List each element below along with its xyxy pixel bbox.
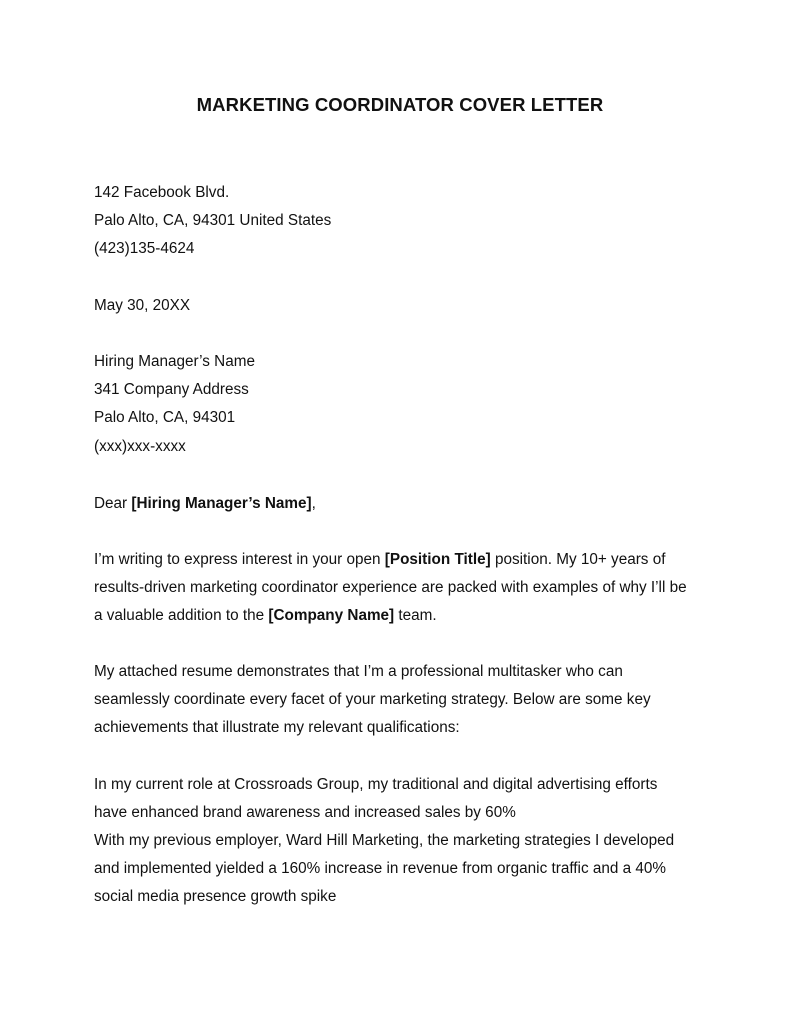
salutation-name: [Hiring Manager’s Name] bbox=[131, 495, 312, 512]
recipient-street: 341 Company Address bbox=[94, 381, 249, 398]
position-title-placeholder: [Position Title] bbox=[384, 551, 491, 568]
sender-phone: (423)135-4624 bbox=[94, 240, 195, 257]
paragraph1-text: a valuable addition to the bbox=[94, 607, 269, 624]
recipient-city-line: Palo Alto, CA, 94301 bbox=[94, 409, 236, 426]
paragraph2-line1: My attached resume demonstrates that I’m a professional multitasker who can bbox=[94, 663, 623, 680]
recipient-name: Hiring Manager’s Name bbox=[94, 353, 255, 370]
achievement2-line1: With my previous employer, Ward Hill Marketing, the marketing strategies I developed bbox=[94, 832, 675, 849]
salutation-prefix: Dear bbox=[94, 495, 132, 512]
paragraph2-line2: seamlessly coordinate every facet of your marketing strategy. Below are some key bbox=[94, 691, 651, 708]
document-title: MARKETING COORDINATOR COVER LETTER bbox=[196, 94, 604, 115]
paragraph1-line3 bbox=[94, 606, 437, 626]
paragraph1-text: position. My 10+ years of bbox=[490, 551, 666, 568]
recipient-phone: (xxx)xxx-xxxx bbox=[94, 438, 186, 455]
salutation-suffix: , bbox=[311, 495, 316, 512]
achievement1-line1: In my current role at Crossroads Group, my traditional and digital advertising efforts bbox=[94, 776, 658, 793]
letter-date: May 30, 20XX bbox=[94, 297, 191, 314]
achievement2-line3: social media presence growth spike bbox=[94, 888, 337, 905]
paragraph1-line2: results-driven marketing coordinator experience are packed with examples of why I’ll be bbox=[94, 579, 687, 596]
paragraph1-line1 bbox=[94, 550, 665, 570]
sender-street: 142 Facebook Blvd. bbox=[94, 184, 230, 201]
company-name-placeholder: [Company Name] bbox=[268, 607, 395, 624]
paragraph2-line3: achievements that illustrate my relevant qualifications: bbox=[94, 719, 460, 736]
sender-city-line: Palo Alto, CA, 94301 United States bbox=[94, 212, 332, 229]
paragraph1-text: I’m writing to express interest in your open bbox=[94, 551, 385, 568]
achievement1-line2: have enhanced brand awareness and increased sales by 60% bbox=[94, 804, 516, 821]
paragraph1-text: team. bbox=[394, 607, 437, 624]
achievement2-line2: and implemented yielded a 160% increase in revenue from organic traffic and a 40% bbox=[94, 860, 666, 877]
salutation bbox=[94, 494, 316, 514]
